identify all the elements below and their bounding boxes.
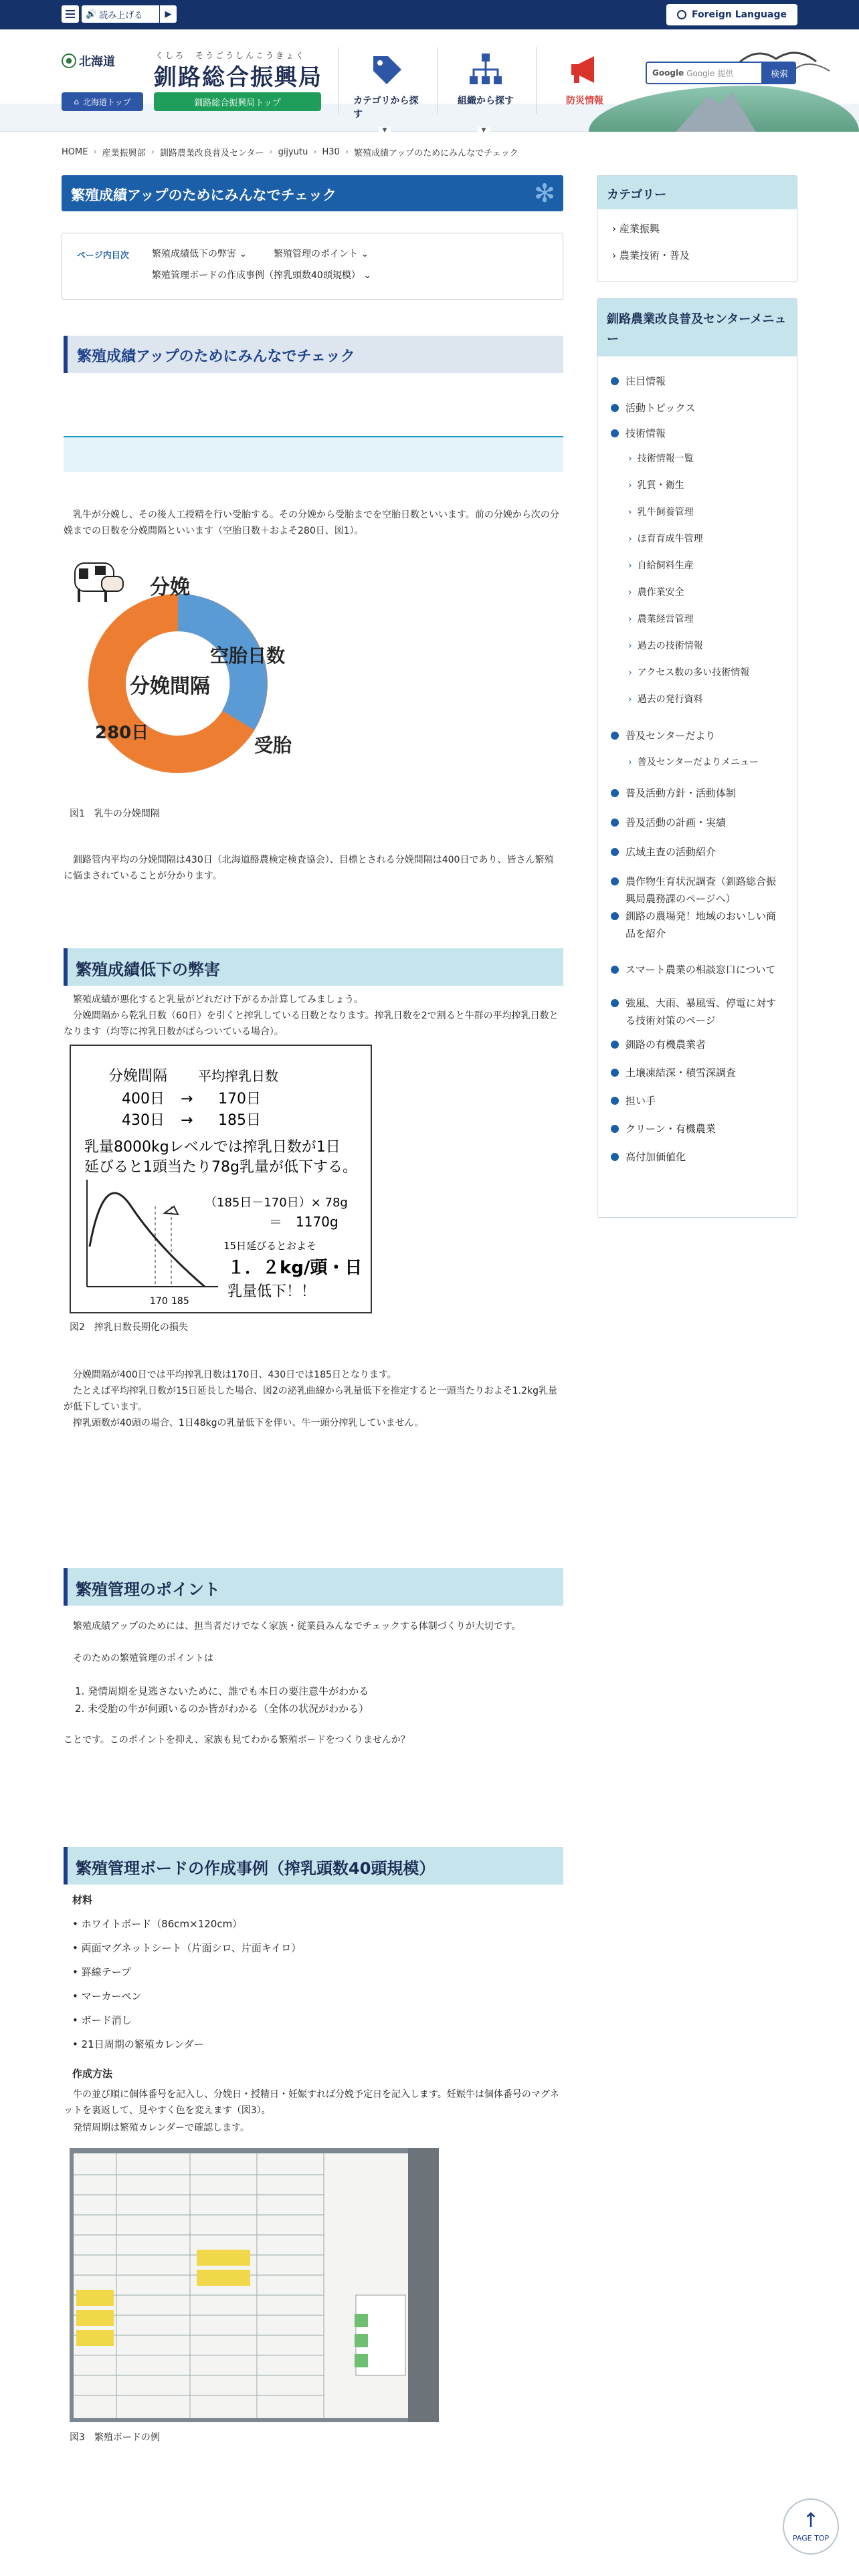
page-title-bar: [62, 175, 563, 211]
figure-2-caption: 図2 搾乳日数長期化の損失: [70, 1322, 188, 1333]
sidebar-item-label: アクセス数の多い技術情報: [637, 667, 750, 678]
fig2-col1: 分娩間隔: [108, 1068, 168, 1085]
sidebar-subitem[interactable]: [628, 611, 789, 628]
page-title: 繁殖成績アップのためにみんなでチェック: [71, 187, 337, 203]
sidebar-item-label: 農業経営管理: [637, 614, 694, 625]
sidebar-item-label: 農作物生育状況調査（釧路総合振興局農務課のページへ）: [626, 875, 777, 905]
org-chart-icon: [468, 52, 503, 87]
list-item: 1. 発情周期を見逃さないために、誰でも本日の要注意牛がわかる: [75, 1685, 369, 1697]
fig2-note2: １．２kg/頭・日: [227, 1258, 363, 1278]
fig2-x2: 185: [171, 1296, 189, 1307]
sec1-paragraph: 分娩間隔が400日では平均搾乳日数は170日、430日では185日となります。: [73, 1370, 397, 1380]
sidebar-item-label: 広域主査の活動紹介: [626, 846, 717, 858]
breadcrumb: [62, 146, 570, 158]
breadcrumb-item[interactable]: 釧路農業改良普及センター: [159, 148, 264, 158]
office-name: 釧路総合振興局: [154, 64, 322, 91]
chevron-down-icon[interactable]: ▼: [379, 127, 391, 136]
fig2-col2: 平均搾乳日数: [198, 1068, 278, 1084]
sidebar-item[interactable]: [611, 425, 782, 442]
chevron-right-icon: ›: [612, 223, 619, 235]
figure-3-caption: 図3 繁殖ボードの例: [70, 2432, 160, 2443]
sidebar-item-label: スマート農業の相談窓口について: [626, 964, 776, 976]
chevron-down-icon[interactable]: ▼: [478, 127, 490, 136]
list-item: 2. 未受胎の牛が何頭いるのか皆がわかる（全体の状況がわかる）: [75, 1703, 369, 1715]
sidebar-item-label: 普及センターだよりメニュー: [637, 757, 759, 768]
bullet-circle-icon: [611, 877, 619, 885]
header-divider: [437, 47, 438, 114]
bullet-icon: •: [72, 1918, 82, 1930]
sidebar-item-label: 担い手: [626, 1095, 656, 1107]
sidebar-subitem[interactable]: [628, 477, 789, 494]
label-birth: 分娩: [150, 576, 190, 599]
hamburger-icon: [66, 13, 75, 15]
section-heading-text: 繁殖成績アップのためにみんなでチェック: [77, 348, 355, 365]
page-top-label: PAGE TOP: [792, 2533, 830, 2543]
snowflake-icon: ✻: [534, 179, 555, 208]
category-link[interactable]: [612, 221, 660, 235]
search-button[interactable]: 検索: [763, 62, 796, 84]
nav-disaster-button[interactable]: [551, 47, 618, 120]
chevron-down-icon: ⌄: [361, 249, 369, 259]
bullet-circle-icon: [611, 1069, 619, 1077]
sidebar-item-label: 普及活動の計画・実績: [626, 817, 727, 829]
sidebar-subitem[interactable]: [628, 637, 789, 655]
breadcrumb-separator: ›: [93, 147, 97, 157]
toc-link-label: 繁殖管理ボードの作成事例（搾乳頭数40頭規模）: [152, 270, 361, 281]
breadcrumb-separator: ›: [345, 147, 349, 157]
sidebar-item-label: 普及センターだより: [626, 730, 716, 742]
chevron-right-icon: ›: [628, 507, 632, 518]
sec2-paragraph: 繁殖成績アップのためには、担当者だけでなく家族・従業員みんなでチェックする体制づくりが大切です。: [73, 1621, 521, 1632]
sidebar-item[interactable]: [611, 1036, 782, 1053]
sidebar-item[interactable]: [611, 1064, 782, 1081]
page-top-button[interactable]: [783, 2498, 839, 2555]
chevron-right-icon: ›: [628, 560, 632, 571]
sidebar-item[interactable]: [611, 784, 782, 802]
bullet-icon: •: [72, 2014, 82, 2026]
section-heading: [64, 1847, 563, 1885]
category-heading: カテゴリー: [597, 176, 797, 209]
sidebar-item-label: 自給飼料生産: [637, 560, 694, 571]
fig2-line2: 延びると1頭当たり78g乳量が低下する。: [84, 1159, 357, 1176]
menu-button[interactable]: [62, 5, 79, 23]
figure-1-caption: 図1 乳牛の分娩間隔: [70, 809, 160, 819]
figure-2-drawing: [71, 1046, 371, 1312]
sidebar-item[interactable]: [611, 873, 782, 907]
speaker-icon: 🔊: [86, 9, 97, 19]
sec1-paragraph: 搾乳頭数が40頭の場合、1日48kgの乳量低下を伴い、牛一頭分搾乳していません。: [73, 1418, 424, 1428]
list-item: [72, 1941, 301, 1955]
nav-category-button[interactable]: [353, 47, 420, 120]
chevron-right-icon: ›: [628, 641, 632, 651]
sidebar-subitem[interactable]: [628, 664, 789, 681]
fig2-note3: 乳量低下！！: [227, 1283, 316, 1300]
sidebar-item-label: 高付加価値化: [626, 1151, 686, 1163]
nav-org-label: 組織から探す: [458, 96, 514, 106]
section-heading-text: 繁殖管理のポイント: [76, 1580, 220, 1599]
list-item: [72, 1917, 242, 1931]
sidebar-subitem[interactable]: [628, 504, 789, 521]
toc-heading: ページ内目次: [77, 251, 129, 261]
sidebar-item[interactable]: [611, 994, 782, 1029]
method-label: 作成方法: [72, 2068, 113, 2080]
list-item: [72, 2037, 204, 2051]
header-divider: [536, 47, 537, 114]
sidebar-item[interactable]: [611, 372, 782, 390]
section-heading-text: 繁殖成績低下の弊害: [76, 960, 220, 979]
method-paragraph: 発情周期は繁殖カレンダーで確認します。: [73, 2123, 250, 2133]
sidebar-item-label: クリーン・有機農業: [626, 1123, 716, 1135]
material-item: 罫線テープ: [81, 1966, 131, 1978]
bullet-circle-icon: [611, 732, 619, 740]
toc-link[interactable]: [274, 247, 369, 260]
sidebar-subitem[interactable]: [628, 584, 789, 601]
sec1-paragraph: 分娩間隔から乾乳日数（60日）を引くと搾乳している日数となります。搾乳日数を2で割ると牛群の平均搾乳日数となります（均等に搾乳日数がばらついている場合）。: [64, 1010, 559, 1037]
label-280-days: 280日: [95, 723, 149, 743]
sidebar-item[interactable]: [611, 907, 782, 942]
bullet-circle-icon: [611, 819, 619, 827]
materials-label: 材料: [72, 1894, 93, 1906]
figure-2-milking-days: [70, 1045, 372, 1313]
sidebar-subitem[interactable]: [628, 530, 789, 548]
empty-heading-band: [64, 436, 563, 472]
sidebar-item-label: 技術情報: [626, 427, 666, 439]
fig2-r1b: 170日: [218, 1091, 261, 1107]
hokkaido-emblem-icon: [62, 53, 76, 68]
table-of-contents: [62, 233, 563, 300]
fig2-r2a: 430日: [122, 1112, 165, 1129]
section-heading-text: 繁殖管理ボードの作成事例（搾乳頭数40頭規模）: [76, 1859, 436, 1878]
sidebar-subitem[interactable]: [628, 691, 789, 708]
search-input[interactable]: Google Google 提供: [646, 62, 763, 84]
sidebar-subitem[interactable]: [628, 754, 789, 771]
chevron-down-icon: ⌄: [363, 270, 372, 281]
sidebar-item[interactable]: [611, 1148, 782, 1166]
sidebar-item[interactable]: [611, 814, 782, 831]
office-top-link[interactable]: 釧路総合振興局トップ: [154, 92, 321, 111]
material-item: 両面マグネットシート（片面シロ、片面キイロ）: [81, 1942, 302, 1954]
chevron-right-icon: ›: [628, 614, 632, 625]
toc-link-label: 繁殖管理のポイント: [274, 249, 358, 259]
office-name-ruby: くしろ そうごうしんこうきょく: [155, 51, 306, 60]
section-heading: [64, 1568, 563, 1606]
label-conception: 受胎: [254, 734, 292, 756]
fig2-calc1: （185日－170日）× 78g: [205, 1196, 348, 1210]
sec1-paragraph: たとえば平均搾乳日数が15日延長した場合、図2の泌乳曲線から乳量低下を推定すると一頭当たりおよそ1.2kg乳量が低下しています。: [64, 1386, 557, 1412]
sidebar-item-label: 過去の発行資料: [637, 694, 703, 705]
bullet-circle-icon: [611, 789, 619, 797]
sec2-paragraph: そのための繁殖管理のポイントは: [73, 1653, 213, 1664]
lactation-curve: [90, 1193, 205, 1287]
sidebar-item-label: 乳質・衛生: [637, 480, 684, 491]
section-heading: [64, 948, 563, 986]
sidebar-item-label: 農作業安全: [637, 587, 684, 598]
material-item: ボード消し: [81, 2014, 132, 2026]
nav-category-label: カテゴリから探す: [353, 96, 419, 120]
sidebar-item-label: 乳牛飼養管理: [637, 507, 694, 518]
sidebar-item[interactable]: [611, 843, 782, 861]
breadcrumb-separator: ›: [269, 147, 273, 157]
fig2-line1: 乳量8000kgレベルでは搾乳日数が1日: [84, 1139, 341, 1156]
header-divider: [338, 47, 339, 114]
sec2-paragraph: ことです。このポイントを抑え、家族も見てわかる繁殖ボードをつくりませんか？: [64, 1735, 410, 1745]
sidebar-subitem[interactable]: [628, 450, 789, 467]
breadcrumb-current: 繁殖成績アップのためにみんなでチェック: [354, 148, 518, 158]
bullet-circle-icon: [611, 429, 619, 437]
fig2-x1: 170: [150, 1296, 168, 1307]
foreign-language-label: Foreign Language: [692, 9, 787, 20]
center-menu-sidebar: [597, 298, 797, 1218]
material-item: マーカーペン: [81, 1990, 142, 2002]
sidebar-subitem[interactable]: [628, 557, 789, 574]
sidebar-item-label: 強風、大雨、暴風雪、停電に対する技術対策のページ: [626, 997, 777, 1027]
section-heading: [64, 336, 563, 373]
bullet-icon: •: [72, 1942, 82, 1954]
bullet-icon: •: [72, 1990, 82, 2002]
sidebar-item[interactable]: [611, 1092, 782, 1109]
board-photo-drawing: [70, 2148, 439, 2422]
fig2-note1: 15日延びるとおよそ: [223, 1240, 317, 1252]
sidebar-item[interactable]: [611, 399, 782, 417]
play-icon[interactable]: ▶: [159, 5, 177, 23]
foreign-language-button[interactable]: [666, 4, 797, 25]
material-item: ホワイトボード（86cm×120cm）: [81, 1918, 243, 1930]
cow-illustration: [75, 563, 123, 602]
label-calving-interval: 分娩間隔: [130, 675, 210, 698]
breadcrumb-item[interactable]: 産業振興部: [102, 148, 146, 158]
drop-arrow-icon: [165, 1206, 178, 1214]
nav-disaster-label: 防災情報: [566, 96, 603, 106]
intro-paragraph-2: 釧路管内平均の分娩間隔は430日（北海道酪農検定検査協会）、目標とされる分娩間隔は400日であり、皆さん繁殖に悩まされていることが分かります。: [64, 855, 554, 881]
hokkaido-name: 北海道: [79, 55, 115, 69]
sidebar-item[interactable]: [611, 961, 782, 978]
bullet-circle-icon: [611, 404, 619, 412]
sec1-paragraph: 繁殖成績が悪化すると乳量がどれだけ下がるか計算してみましょう。: [73, 994, 363, 1005]
tag-icon: [369, 52, 404, 87]
sidebar-item-label: 普及活動方針・活動体制: [626, 787, 737, 799]
bullet-circle-icon: [611, 377, 619, 385]
sidebar-item-label: 活動トピックス: [626, 402, 696, 414]
fig2-calc2: ＝ 1170g: [269, 1214, 339, 1230]
search-placeholder: Google 提供: [686, 68, 734, 78]
sidebar-item-label: 過去の技術情報: [637, 641, 703, 651]
material-item: 21日周期の繁殖カレンダー: [81, 2038, 204, 2050]
figure-1-calving-interval: [70, 559, 310, 800]
list-item: [72, 1965, 131, 1979]
center-menu-heading: 釧路農業改良普及センターメニュー: [597, 299, 797, 356]
chevron-right-icon: ›: [628, 480, 632, 491]
bullet-circle-icon: [611, 912, 619, 920]
chevron-right-icon: ›: [628, 453, 632, 464]
hokkaido-top-label: 北海道トップ: [82, 97, 131, 107]
arrow-right-icon: →: [181, 1112, 193, 1129]
toc-link-label: 繁殖成績低下の弊害: [152, 249, 236, 259]
breadcrumb-item[interactable]: HOME: [62, 147, 88, 157]
sidebar-item[interactable]: [611, 1120, 782, 1138]
toc-link[interactable]: [152, 268, 371, 282]
bullet-circle-icon: [611, 1097, 619, 1105]
bullet-circle-icon: [611, 1125, 619, 1133]
chevron-right-icon: ›: [628, 694, 632, 705]
sidebar-item-label: 土壌凍結深・積雪深調査: [626, 1067, 737, 1079]
arrow-right-icon: →: [181, 1091, 193, 1107]
bullet-icon: •: [72, 2038, 82, 2050]
label-open-days: 空胎日数: [210, 645, 286, 667]
sidebar-item[interactable]: [611, 727, 782, 744]
bullet-circle-icon: [611, 999, 619, 1007]
breadcrumb-separator: ›: [313, 147, 317, 157]
chevron-right-icon: ›: [628, 667, 632, 678]
breadcrumb-item[interactable]: H30: [322, 147, 340, 157]
category-sidebar: [597, 175, 797, 282]
sidebar-item-label: 釧路の有機農業者: [626, 1039, 706, 1051]
chevron-right-icon: ›: [628, 587, 632, 598]
nav-org-button[interactable]: [452, 47, 519, 120]
intro-paragraph: 乳牛が分娩し、その後人工授精を行い受胎する。その分娩から受胎までを空胎日数といいます。前の分娩から次の分娩までの日数を分娩間隔といいます（空胎日数＋およそ280日、図1）。: [64, 510, 559, 536]
bullet-circle-icon: [611, 966, 619, 974]
hokkaido-top-link[interactable]: [62, 92, 143, 111]
toc-link[interactable]: [152, 247, 247, 260]
sidebar-item-label: ほ育育成牛管理: [637, 534, 703, 544]
arrow-up-icon: ↑: [802, 2508, 820, 2533]
bullet-circle-icon: [611, 848, 619, 856]
chevron-down-icon: ⌄: [239, 249, 248, 259]
home-icon: ⌂: [74, 97, 79, 106]
bullet-circle-icon: [611, 1041, 619, 1049]
fig2-r1a: 400日: [122, 1091, 165, 1107]
chevron-right-icon: ›: [628, 757, 632, 768]
figure-3-breeding-board-photo: [70, 2148, 439, 2422]
read-aloud-button[interactable]: [82, 5, 177, 23]
list-item: [72, 2013, 132, 2027]
globe-icon: [677, 10, 686, 19]
read-aloud-label: 読み上げる: [99, 10, 143, 21]
megaphone-icon: [567, 52, 602, 87]
fig2-r2b: 185日: [218, 1112, 261, 1129]
breadcrumb-separator: ›: [151, 147, 155, 157]
chevron-right-icon: ›: [628, 534, 632, 544]
bullet-circle-icon: [611, 1153, 619, 1161]
category-link-label: 産業振興: [619, 223, 660, 235]
list-item: [72, 1989, 141, 2003]
sidebar-item-label: 釧路の農場発！地域のおいしい商品を紹介: [626, 910, 777, 940]
sidebar-item-label: 注目情報: [626, 375, 666, 387]
category-link[interactable]: [612, 248, 690, 262]
breadcrumb-item[interactable]: gijyutu: [278, 147, 308, 157]
method-paragraph: 牛の並び順に個体番号を記入し、分娩日・授精日・妊娠すれば分娩予定日を記入します。妊娠牛は個体番号のマグネットを裏返して、見やすく色を変えます（図3）。: [64, 2089, 559, 2116]
chevron-right-icon: ›: [612, 249, 619, 261]
sidebar-item-label: 技術情報一覧: [637, 453, 694, 464]
bullet-icon: •: [72, 1966, 82, 1978]
category-link-label: 農業技術・普及: [619, 249, 690, 261]
